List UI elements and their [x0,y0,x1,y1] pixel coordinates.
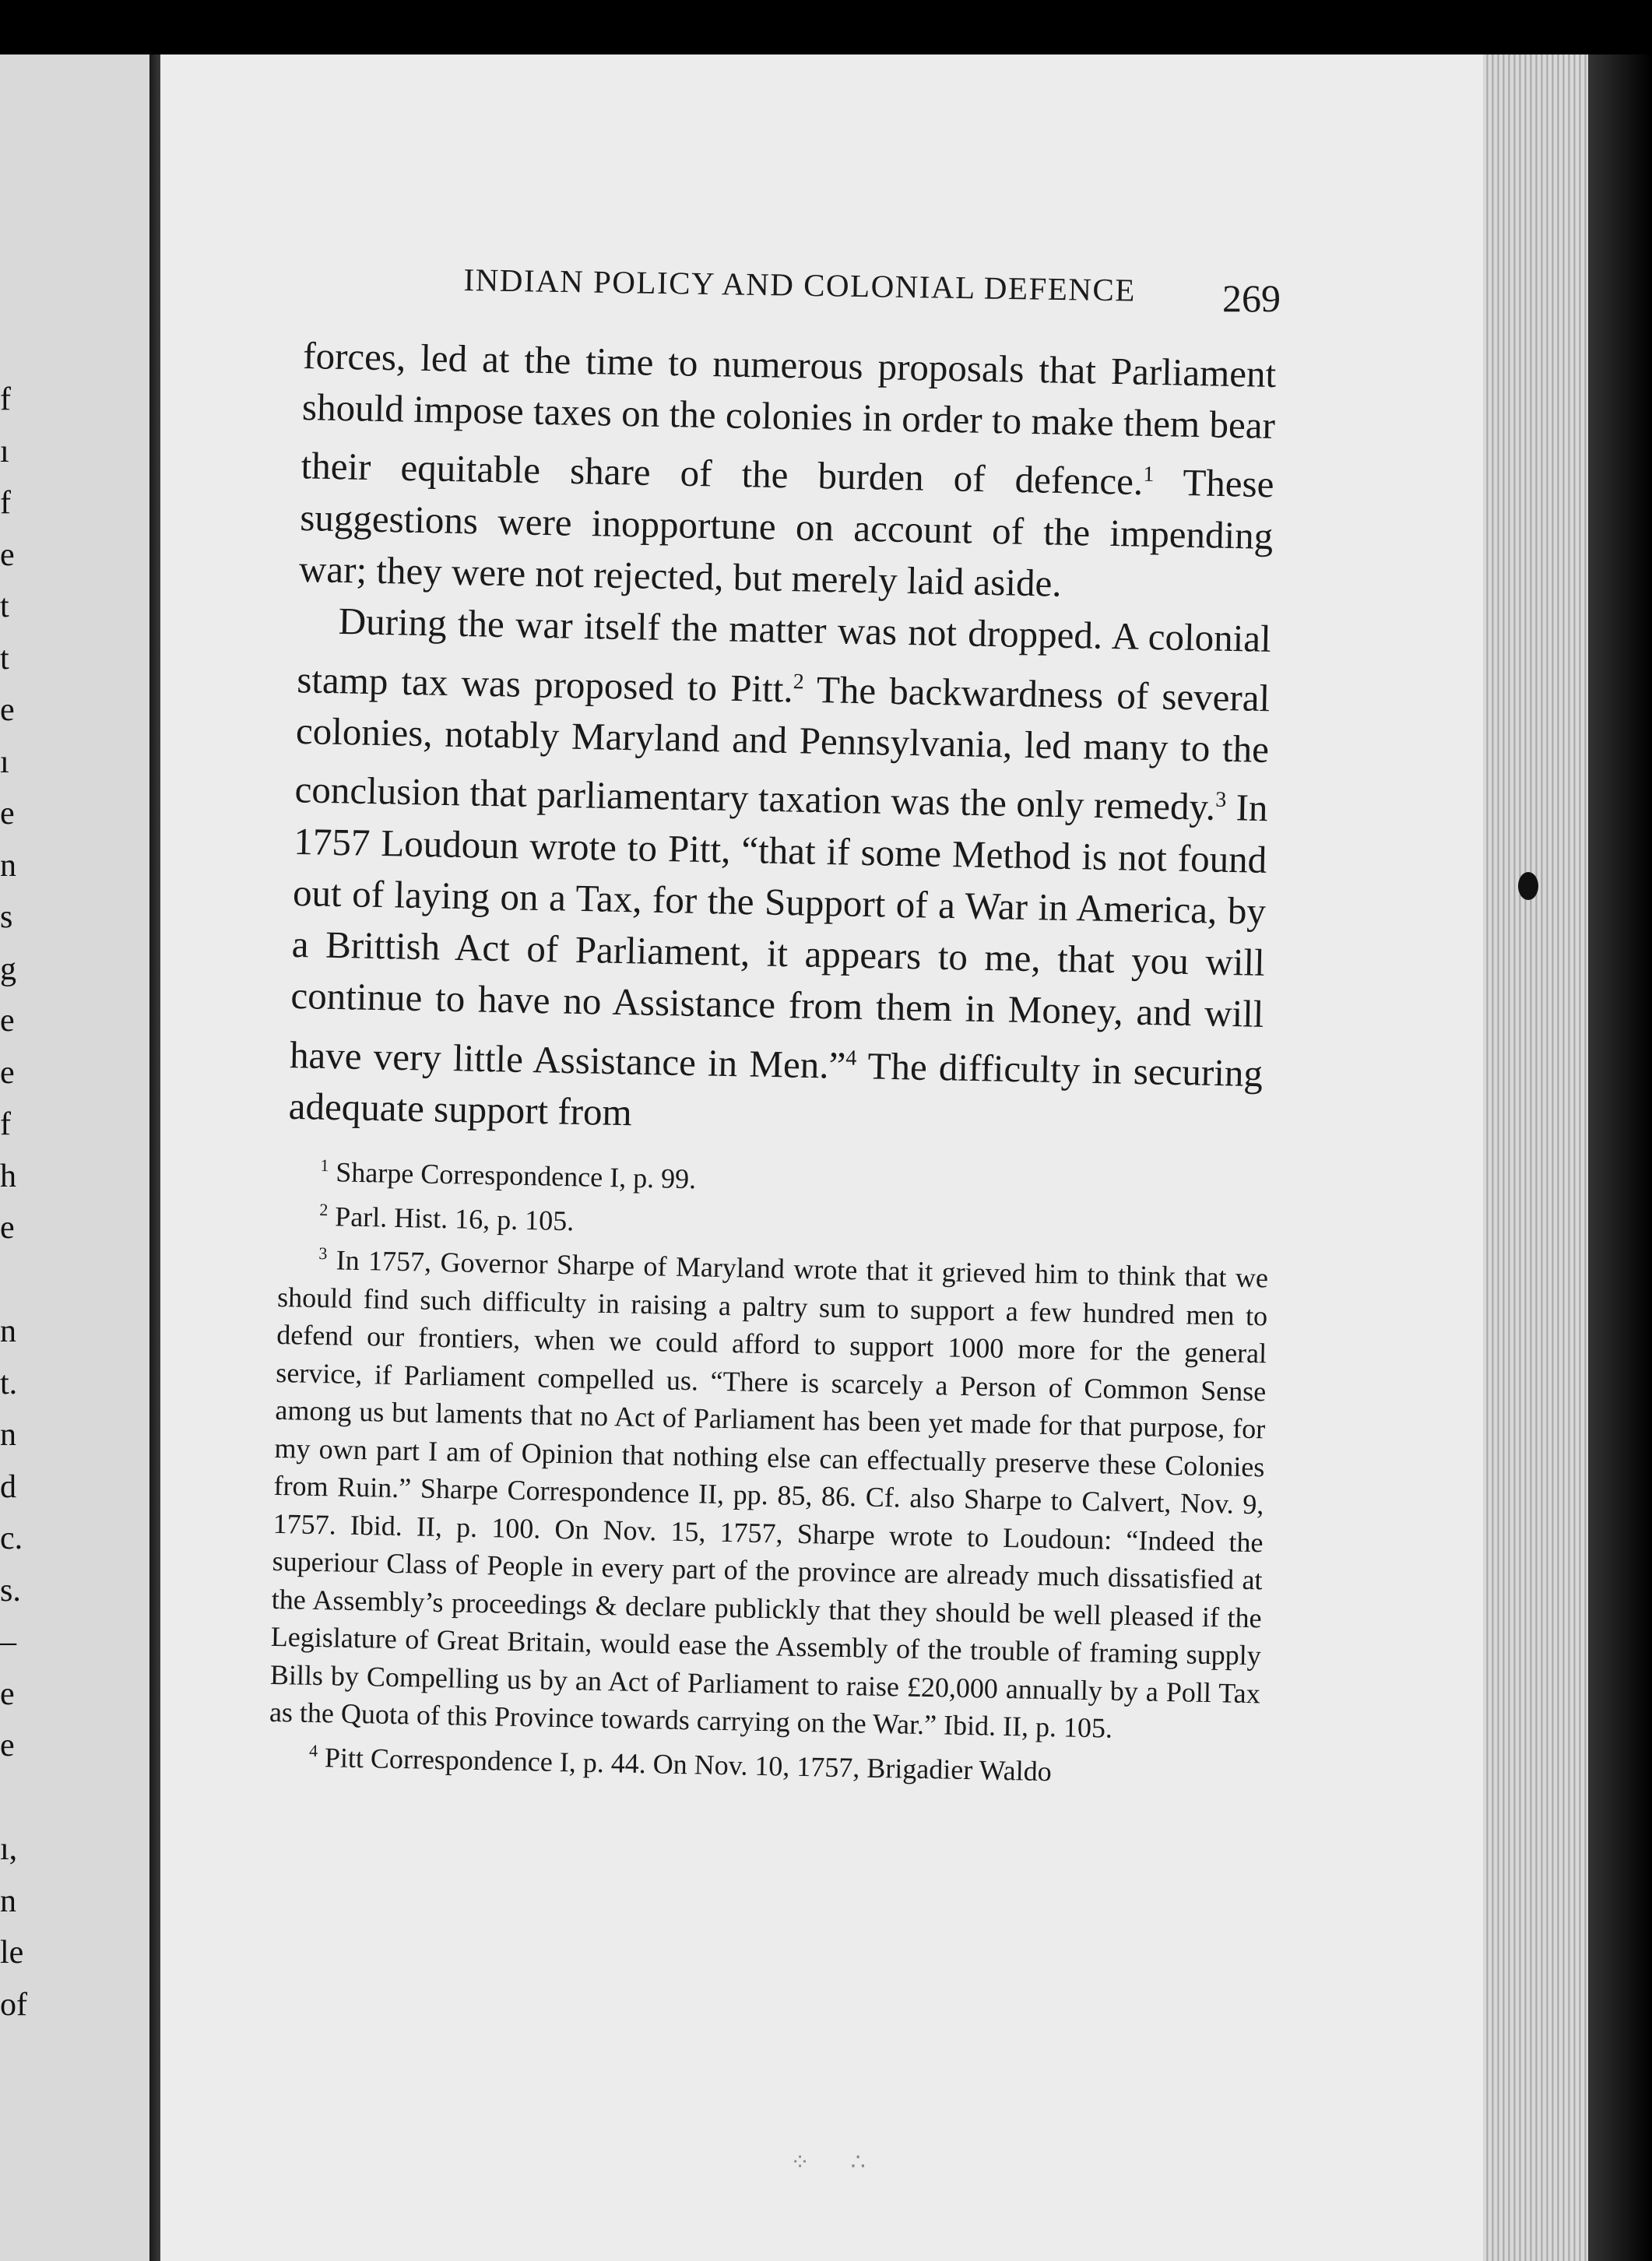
body-paragraph-2 [288,595,1271,1151]
body-text-run: During the war itself the matter was not dropped. A colonial stamp tax was proposed to Pitt. [296,600,1272,711]
left-page-char: t. [0,1365,18,1401]
left-page-char [0,1254,31,1306]
footnote-mark: 2 [319,1199,329,1219]
left-page-char: e [0,536,15,573]
left-page-char: ı [0,433,9,469]
left-page-char: h [0,1158,16,1194]
footnote-ref: 4 [845,1046,857,1071]
left-page-char: n [0,1313,16,1349]
body-paragraph-1 [298,330,1276,614]
left-page-char: – [0,1624,16,1660]
left-page-char: e [0,796,15,832]
edge-ink-blot [1518,872,1538,900]
left-page-cut-text [0,374,31,2031]
footnote-mark: 3 [318,1243,328,1264]
left-page-char: e [0,1054,15,1091]
left-page-char: s [0,899,13,935]
left-page-char: g [0,951,16,987]
footnote-ref: 1 [1143,462,1155,487]
footnote-text: In 1757, Governor Sharpe of Maryland wrote that it grieved him to think that we should find such difficulty in raising a paltry sum to support a few hundred men to defend our frontiers, when we could afford to support 1000 more for the general service, if Parliament compelled us. “There is scarcely a Person of Common Sense among us but laments that no Act of Parliament has been yet made for that purpose, for my own part I am of Opinion that nothing else can effectually preserve these Colonies from Ruin.” Sharpe Correspondence II, pp. 85, 86. Cf. also Sharpe to Calvert, Nov. 9, 1757. Ibid. II, p. 100. On Nov. 15, 1757, Sharpe wrote to Loudoun: “Indeed the superiour Class of People in every part of the province are already much dissatisfied at the Assembly’s proceedings & declare publickly that they should be well pleased if the Legislature of Great Britain, would ease the Assembly of the trouble of framing supply Bills by Compelling us by an Act of Parliament to raise £20,000 annually by a Poll Tax as the Quota of this Province towards carrying on the War.” Ibid. II, p. 105. [269,1244,1269,1744]
left-page-char [0,1772,31,1824]
body-text-run: forces, led at the time to numerous proposals that Parliament should impose taxes on the colonies in order to make them bear their equitable share of the burden of defence. [301,333,1277,504]
body-text-run: In 1757 Loudoun wrote to Pitt, “that if some Method is not found out of laying on a Tax, for the Support of a War in America, by a Brittish Act of Parliament, it appears to me, that you will continue to have no Assistance from them in Money, and will have very little Assistance in Men.” [289,786,1268,1087]
left-page-char: e [0,1003,15,1039]
footnote-text: Parl. Hist. 16, p. 105. [327,1200,575,1236]
left-page-char: e [0,692,15,728]
left-page-char: t [0,640,9,677]
left-page-char: of [0,1986,27,2023]
left-page-char: ı, [0,1831,18,1867]
left-page-char: n [0,847,16,884]
body-text [288,330,1277,1151]
left-page-char: n [0,1883,16,1919]
book-gutter [149,55,160,2261]
footnote-mark: 1 [320,1155,329,1176]
left-page-char: f [0,485,11,521]
left-page-char: e [0,1676,15,1712]
book-edge-shadow [1588,55,1652,2261]
footnotes [268,1146,1270,1794]
left-page-char: le [0,1935,24,1971]
footnote-3 [269,1234,1269,1750]
left-page-char: t [0,589,9,624]
footnote-ref: 3 [1214,787,1227,813]
left-page-char: e [0,1728,15,1763]
footnote-text: Pitt Correspondence I, p. 44. On Nov. 10, 1757, Brigadier Waldo [317,1741,1053,1787]
body-text-run: These suggestions were inopportune on account of the impending war; they were not rejected, but merely laid aside. [298,460,1274,605]
footnote-ref: 2 [793,669,805,694]
footnote-mark: 4 [308,1740,318,1760]
page-edges [1483,55,1600,2261]
bottom-specks: ⁘ ∴ [790,2150,866,2175]
page-number: 269 [1222,276,1281,320]
running-head: INDIAN POLICY AND COLONIAL DEFENCE [463,261,1137,308]
body-text-run: The difficulty in securing adequate support from [288,1043,1264,1134]
body-text-run: The backwardness of several colonies, notably Maryland and Pennsylvania, led many to the conclusion that parliamentary taxation was the only remedy. [294,667,1271,829]
footnote-text: Sharpe Correspondence I, p. 99. [328,1156,697,1195]
left-page-char: d [0,1468,16,1505]
left-page-char: e [0,1210,15,1246]
left-page-char: n [0,1417,16,1453]
left-page-char: f [0,1106,11,1142]
left-facing-page [0,55,149,2261]
left-page-char: f [0,382,11,417]
left-page-char: c. [0,1521,23,1556]
left-page-char: s. [0,1572,21,1609]
left-page-char: ı [0,744,9,780]
